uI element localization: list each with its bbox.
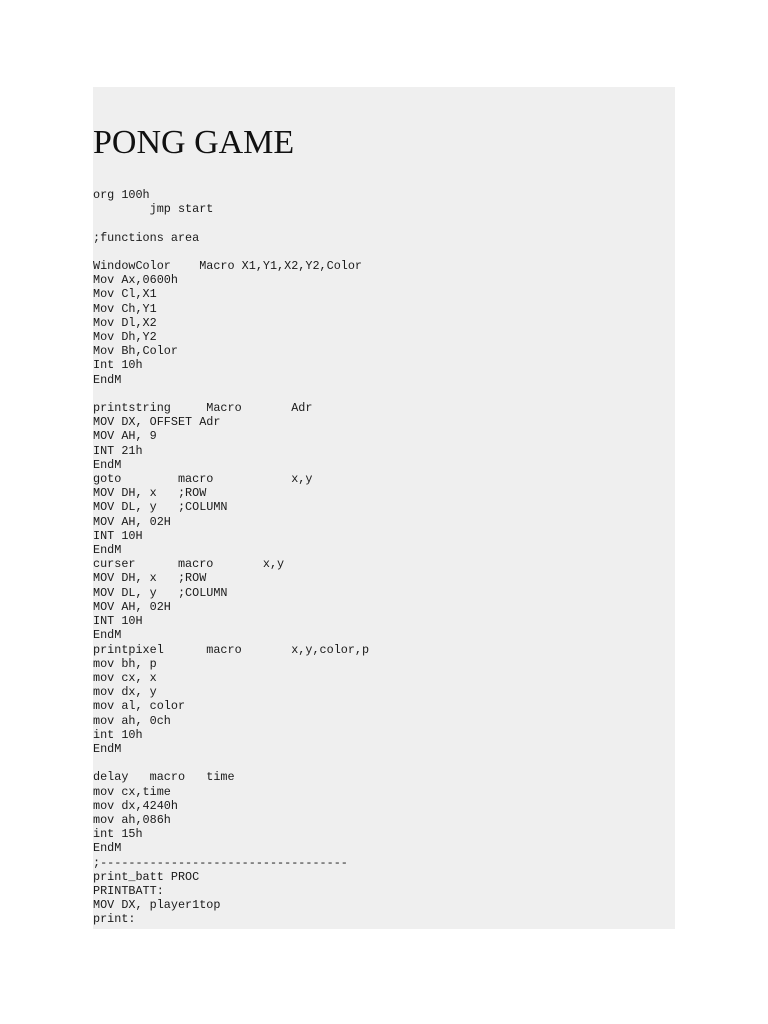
document-page (93, 87, 675, 929)
document-title: PONG GAME (93, 124, 295, 161)
code-listing: org 100h jmp start ;functions area WindowColor Macro X1,Y1,X2,Y2,Color Mov Ax,0600h Mov Cl,X1 Mov Ch,Y1 Mov Dl,X2 Mov Dh,Y2 Mov Bh,Color Int 10h EndM printstring Macro Adr MOV DX, OFFSET Adr MOV AH, 9 INT 21h EndM goto macro x,y MOV DH, x ;ROW MOV DL, y ;COLUMN MOV AH, 02H INT 10H EndM curser macro x,y MOV DH, x ;ROW MOV DL, y ;COLUMN MOV AH, 02H INT 10H EndM printpixel macro x,y,color,p mov bh, p mov cx, x mov dx, y mov al, color mov ah, 0ch int 10h EndM delay macro time mov cx,time mov dx,4240h mov ah,086h int 15h EndM ;----------------------------------- print_batt PROC PRINTBATT: MOV DX, player1top print: (93, 188, 370, 927)
